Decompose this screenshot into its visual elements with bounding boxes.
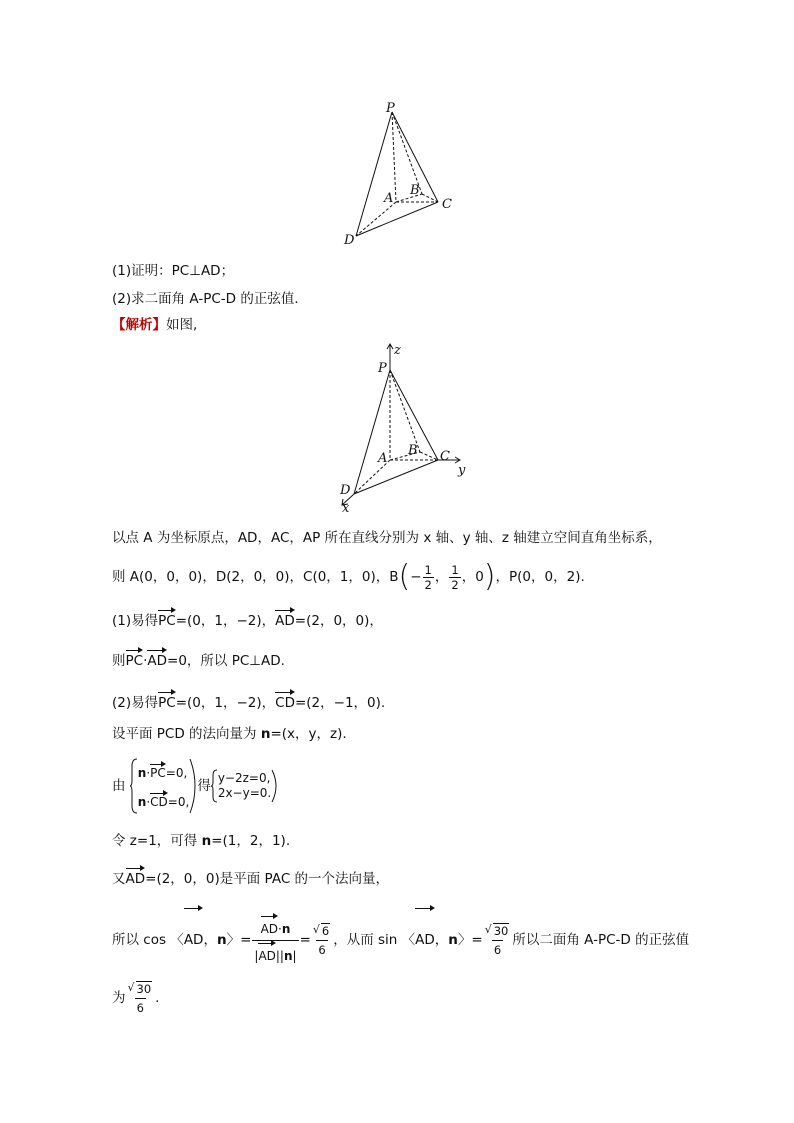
vector-n: n bbox=[216, 932, 227, 948]
text: ，从而 sin 〈 bbox=[333, 932, 416, 948]
text: 得 bbox=[197, 778, 211, 794]
coordinates-line bbox=[112, 559, 585, 594]
vector-pc: PC bbox=[126, 648, 144, 670]
setup-text: 以点 A 为坐标原点，AD，AC，AP 所在直线分别为 x 轴、y 轴、z 轴建立空间直角坐标系， bbox=[112, 530, 662, 546]
point-b-label-2: B bbox=[408, 443, 418, 458]
vector-ad: AD bbox=[184, 906, 204, 970]
text: 2x−y=0. bbox=[217, 786, 272, 800]
dot: · bbox=[278, 921, 282, 936]
text: || bbox=[275, 948, 284, 963]
text: 所以二面角 A-PC-D 的正弦值 bbox=[512, 932, 690, 948]
text: 则 bbox=[112, 653, 126, 669]
vector-ad: AD bbox=[258, 941, 275, 967]
text: | bbox=[254, 948, 259, 963]
fraction-answer bbox=[127, 980, 155, 1017]
point-d-label-2: D bbox=[340, 483, 351, 498]
point-b-label: B bbox=[410, 183, 420, 198]
paren-left: ( bbox=[398, 559, 411, 594]
radicand: 6 bbox=[321, 923, 330, 938]
frac-den: 2 bbox=[451, 577, 459, 592]
axis-x-label: x bbox=[342, 501, 350, 516]
text: 〉= bbox=[226, 932, 252, 948]
fraction-cos bbox=[252, 914, 298, 967]
text: (1)易得 bbox=[112, 613, 159, 629]
vector-ad: AD bbox=[147, 648, 167, 670]
point-d-label: D bbox=[344, 233, 355, 248]
sqrt bbox=[129, 980, 153, 998]
text: . bbox=[155, 990, 160, 1006]
pyramid-figure-1 bbox=[330, 98, 470, 248]
coords-b-comma: ， bbox=[434, 569, 449, 585]
left-brace-2 bbox=[211, 769, 218, 803]
vector-cd: CD bbox=[150, 791, 168, 810]
axis-y-label: y bbox=[458, 463, 466, 478]
point-c-label: C bbox=[442, 197, 452, 212]
coords-prefix: 则 A(0，0，0)，D(2，0，0)，C(0，1，0)，B bbox=[112, 569, 399, 585]
vector-n: n bbox=[283, 948, 293, 963]
axis-z-label: z bbox=[394, 343, 401, 358]
vector-pc: PC bbox=[158, 690, 176, 712]
solution-intro: 如图, bbox=[166, 317, 198, 333]
fraction-half-1 bbox=[423, 563, 434, 592]
frac-den bbox=[252, 940, 298, 967]
frac-num bbox=[484, 922, 512, 940]
point-c-label-2: C bbox=[440, 449, 450, 464]
sqrt bbox=[486, 922, 510, 940]
point-a-label: A bbox=[384, 191, 394, 206]
frac-num bbox=[312, 922, 332, 940]
radicand: 30 bbox=[136, 981, 152, 996]
paren-right: ) bbox=[483, 559, 496, 594]
text: =(2，0，0)， bbox=[294, 613, 383, 629]
dot: · bbox=[143, 653, 148, 669]
vector-pc: PC bbox=[158, 608, 176, 630]
point-p-label: P bbox=[386, 101, 395, 116]
vector-ad: AD bbox=[261, 914, 278, 940]
part1-line2 bbox=[112, 648, 285, 670]
text: =(2，0，0)是平面 PAC 的一个法向量， bbox=[145, 871, 390, 887]
question-part-2: (2)求二面角 A-PC-D 的正弦值． bbox=[112, 291, 308, 307]
text: 所以 cos 〈 bbox=[112, 932, 184, 948]
radicand: 30 bbox=[493, 923, 509, 938]
normal-vector-line bbox=[112, 725, 347, 743]
point-p-label-2: P bbox=[378, 361, 387, 376]
final-answer-line bbox=[112, 976, 159, 1020]
vector-ad: AD bbox=[275, 608, 295, 630]
pac-normal-line bbox=[112, 866, 389, 888]
text: 又 bbox=[112, 871, 126, 887]
vector-n: n bbox=[448, 932, 458, 948]
cos-sin-line bbox=[112, 906, 689, 970]
equation-system bbox=[112, 758, 278, 814]
frac-num bbox=[127, 980, 155, 998]
system-left bbox=[138, 762, 190, 810]
frac-den: 6 bbox=[135, 998, 146, 1017]
text: =(0，1，−2)， bbox=[175, 695, 276, 711]
frac-num: 1 bbox=[424, 562, 432, 577]
frac-num: 1 bbox=[451, 562, 459, 577]
vector-n: n bbox=[137, 795, 147, 809]
vector-n: n bbox=[201, 833, 212, 849]
let-z-line bbox=[112, 832, 290, 850]
fraction-root30 bbox=[484, 922, 512, 959]
left-brace bbox=[130, 758, 138, 814]
text: 设平面 PCD 的法向量为 bbox=[112, 726, 261, 742]
coords-b-minus: − bbox=[410, 569, 422, 585]
text: =(0，1，−2)， bbox=[175, 613, 276, 629]
part2-line1 bbox=[112, 690, 385, 712]
text: = bbox=[299, 932, 311, 948]
vector-ad: AD bbox=[415, 906, 435, 970]
text: =(2，−1，0). bbox=[294, 695, 386, 711]
vector-n: n bbox=[260, 726, 271, 742]
question-part-1: (1)证明：PC⊥AD； bbox=[112, 263, 235, 279]
text: =0, bbox=[165, 766, 188, 780]
text: ， bbox=[434, 932, 449, 948]
pyramid-figure-coordinates bbox=[330, 342, 480, 514]
text: =0, bbox=[167, 795, 190, 809]
text: (2)易得 bbox=[112, 695, 159, 711]
frac-den: 2 bbox=[424, 577, 432, 592]
frac-num bbox=[259, 914, 293, 940]
frac-den: 6 bbox=[316, 940, 327, 959]
point-a-label-2: A bbox=[378, 451, 388, 466]
text: ， bbox=[203, 932, 217, 948]
text: 由 bbox=[112, 778, 126, 794]
fraction-root6 bbox=[312, 922, 332, 959]
dot: · bbox=[146, 795, 151, 809]
vector-n: n bbox=[281, 921, 291, 936]
text: y−2z=0, bbox=[217, 771, 271, 785]
part1-line1 bbox=[112, 608, 383, 630]
text: 令 z=1，可得 bbox=[112, 833, 202, 849]
sqrt bbox=[314, 922, 330, 940]
vector-n: n bbox=[137, 766, 147, 780]
system-right bbox=[218, 771, 271, 801]
text: 〉= bbox=[457, 932, 483, 948]
frac-den: 6 bbox=[492, 940, 503, 959]
coords-b-tail: ，0 bbox=[461, 569, 484, 585]
solution-tag: 【解析】 bbox=[112, 317, 166, 333]
vector-pc: PC bbox=[150, 762, 166, 781]
text: =(1，2，1). bbox=[211, 833, 291, 849]
text: 为 bbox=[112, 990, 126, 1006]
fraction-half-2 bbox=[449, 563, 460, 592]
solution-heading bbox=[112, 316, 197, 334]
right-paren-2 bbox=[271, 769, 278, 803]
vector-cd: CD bbox=[275, 690, 295, 712]
text: =0，所以 PC⊥AD. bbox=[167, 653, 285, 669]
vector-ad: AD bbox=[126, 866, 146, 888]
dot: · bbox=[146, 766, 151, 780]
coords-suffix: ，P(0，0，2). bbox=[495, 569, 585, 585]
text: =(x，y，z). bbox=[270, 726, 347, 742]
text: | bbox=[292, 948, 297, 963]
